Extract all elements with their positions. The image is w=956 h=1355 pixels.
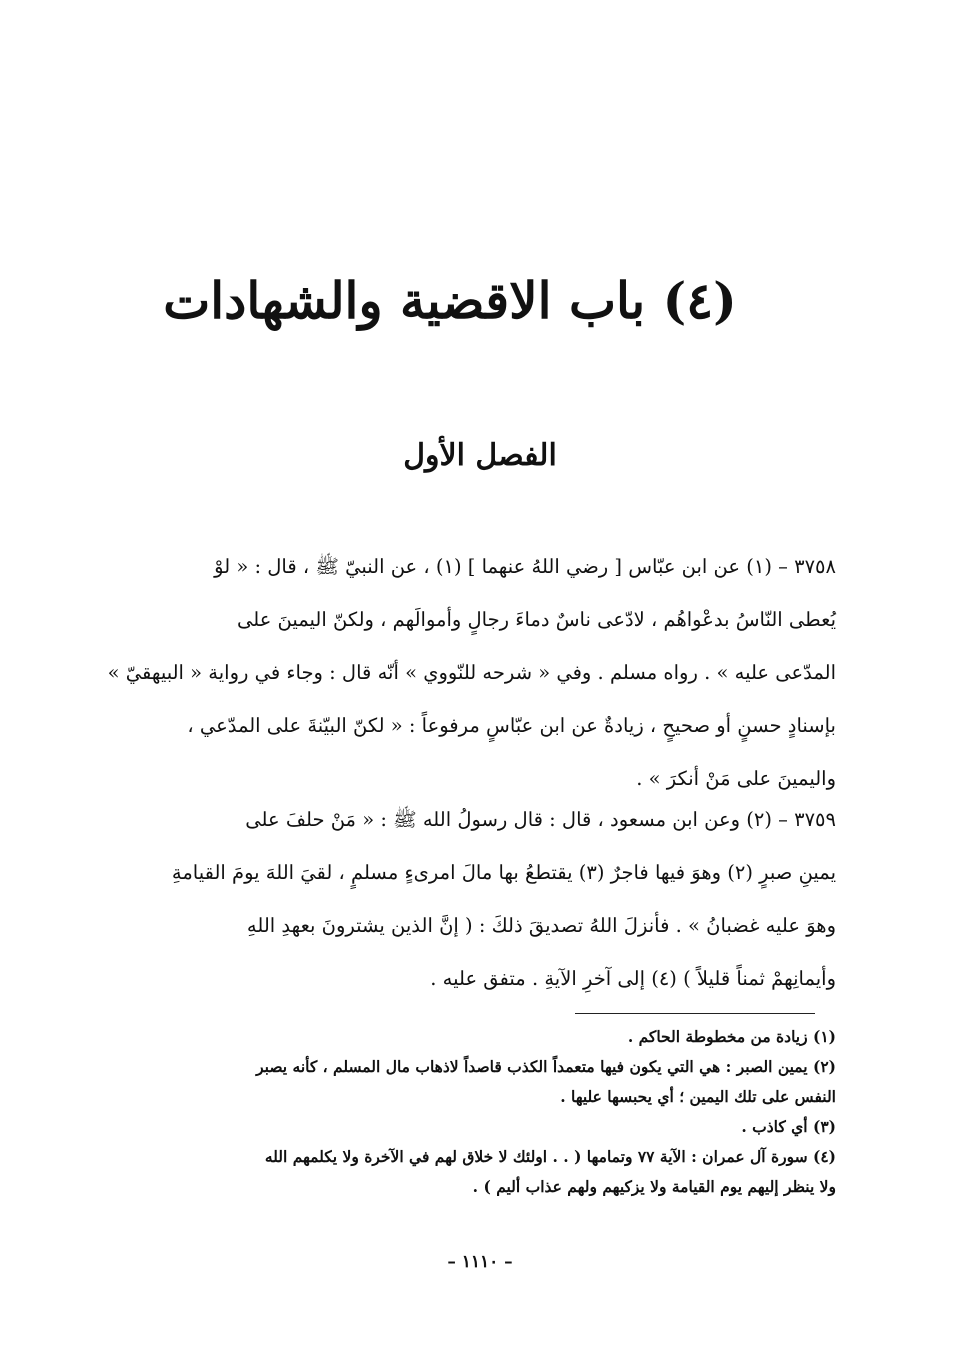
hadith-line: يمينِ صبرٍ (٢) وهوَ فيها فاجرٌ (٣) يقتطعُ بها مالَ امرىءٍ مسلمٍ ، لقيَ اللهَ يومَ القيامةِ [171,861,836,884]
hadith-line: بإسنادٍ حسنٍ أو صحيحٍ ، زيادةٌ عن ابن عبّاسٍ مرفوعاً : « لكنّ البيّنةَ على المدّعي ، [187,714,836,737]
section-title: الفصل الأول [403,438,557,473]
footnote-line: ولا ينظر إليهم يوم القيامة ولا يزكيهم ولهم عذاب أليم ) . [472,1177,836,1196]
footnote-line: (٤) سورة آل عمران : الآية ٧٧ وتمامها ( . . اولئك لا خلاق لهم في الآخرة ولا يكلمهم الله [264,1147,836,1166]
hadith-line: يُعطى النّاسُ بدعْواهُم ، لادّعى ناسٌ دماءَ رجالٍ وأموالَهم ، ولكنّ اليمينَ على [236,608,836,631]
hadith-3759 [122,793,836,1005]
chapter-title: (٤) باب الاقضية والشهادات [163,271,737,330]
hadith-line: ٣٧٥٩ – (٢) وعن ابن مسعود ، قال : قال رسولُ الله ﷺ : « مَنْ حلفَ على [245,808,836,831]
hadith-line: وهوَ عليه غضبانُ » . فأنزلَ اللهُ تصديقَ ذلكَ : ( إنَّ الذين يشترونَ بعهدِ اللهِ [246,914,836,937]
footnote-divider [575,1013,815,1014]
hadith-line: المدّعى عليه » . رواه مسلم . وفي « شرحه للنّووي » أنّه قال : وجاء في رواية « البيهقيّ » [107,661,836,684]
page-number: – ١١١٠ – [447,1252,513,1272]
footnote-line: النفس على تلك اليمين ؛ أي يحبسها عليها . [560,1087,836,1106]
hadith-3758 [107,540,836,805]
footnotes [122,1022,836,1202]
footnote-line: (٣) أي كاذب . [741,1117,836,1136]
footnote-line: (١) زيادة من مخطوطة الحاكم . [627,1027,836,1046]
hadith-line: ٣٧٥٨ – (١) عن ابن عبّاس [ رضي اللهُ عنهما ] (١) ، عن النبيّ ﷺ ، قال : « لوْ [214,555,836,578]
hadith-line: واليمينَ على مَنْ أنكرَ » . [636,767,836,790]
hadith-line: وأيمانِهمْ ثمناً قليلاً ) (٤) إلى آخرِ الآيةِ . متفق عليه . [430,967,836,990]
footnote-line: (٢) يمين الصبر : هي التي يكون فيها متعمداً الكذب قاصداً لاذهاب مال المسلم ، كأنه يصبر [256,1057,836,1076]
